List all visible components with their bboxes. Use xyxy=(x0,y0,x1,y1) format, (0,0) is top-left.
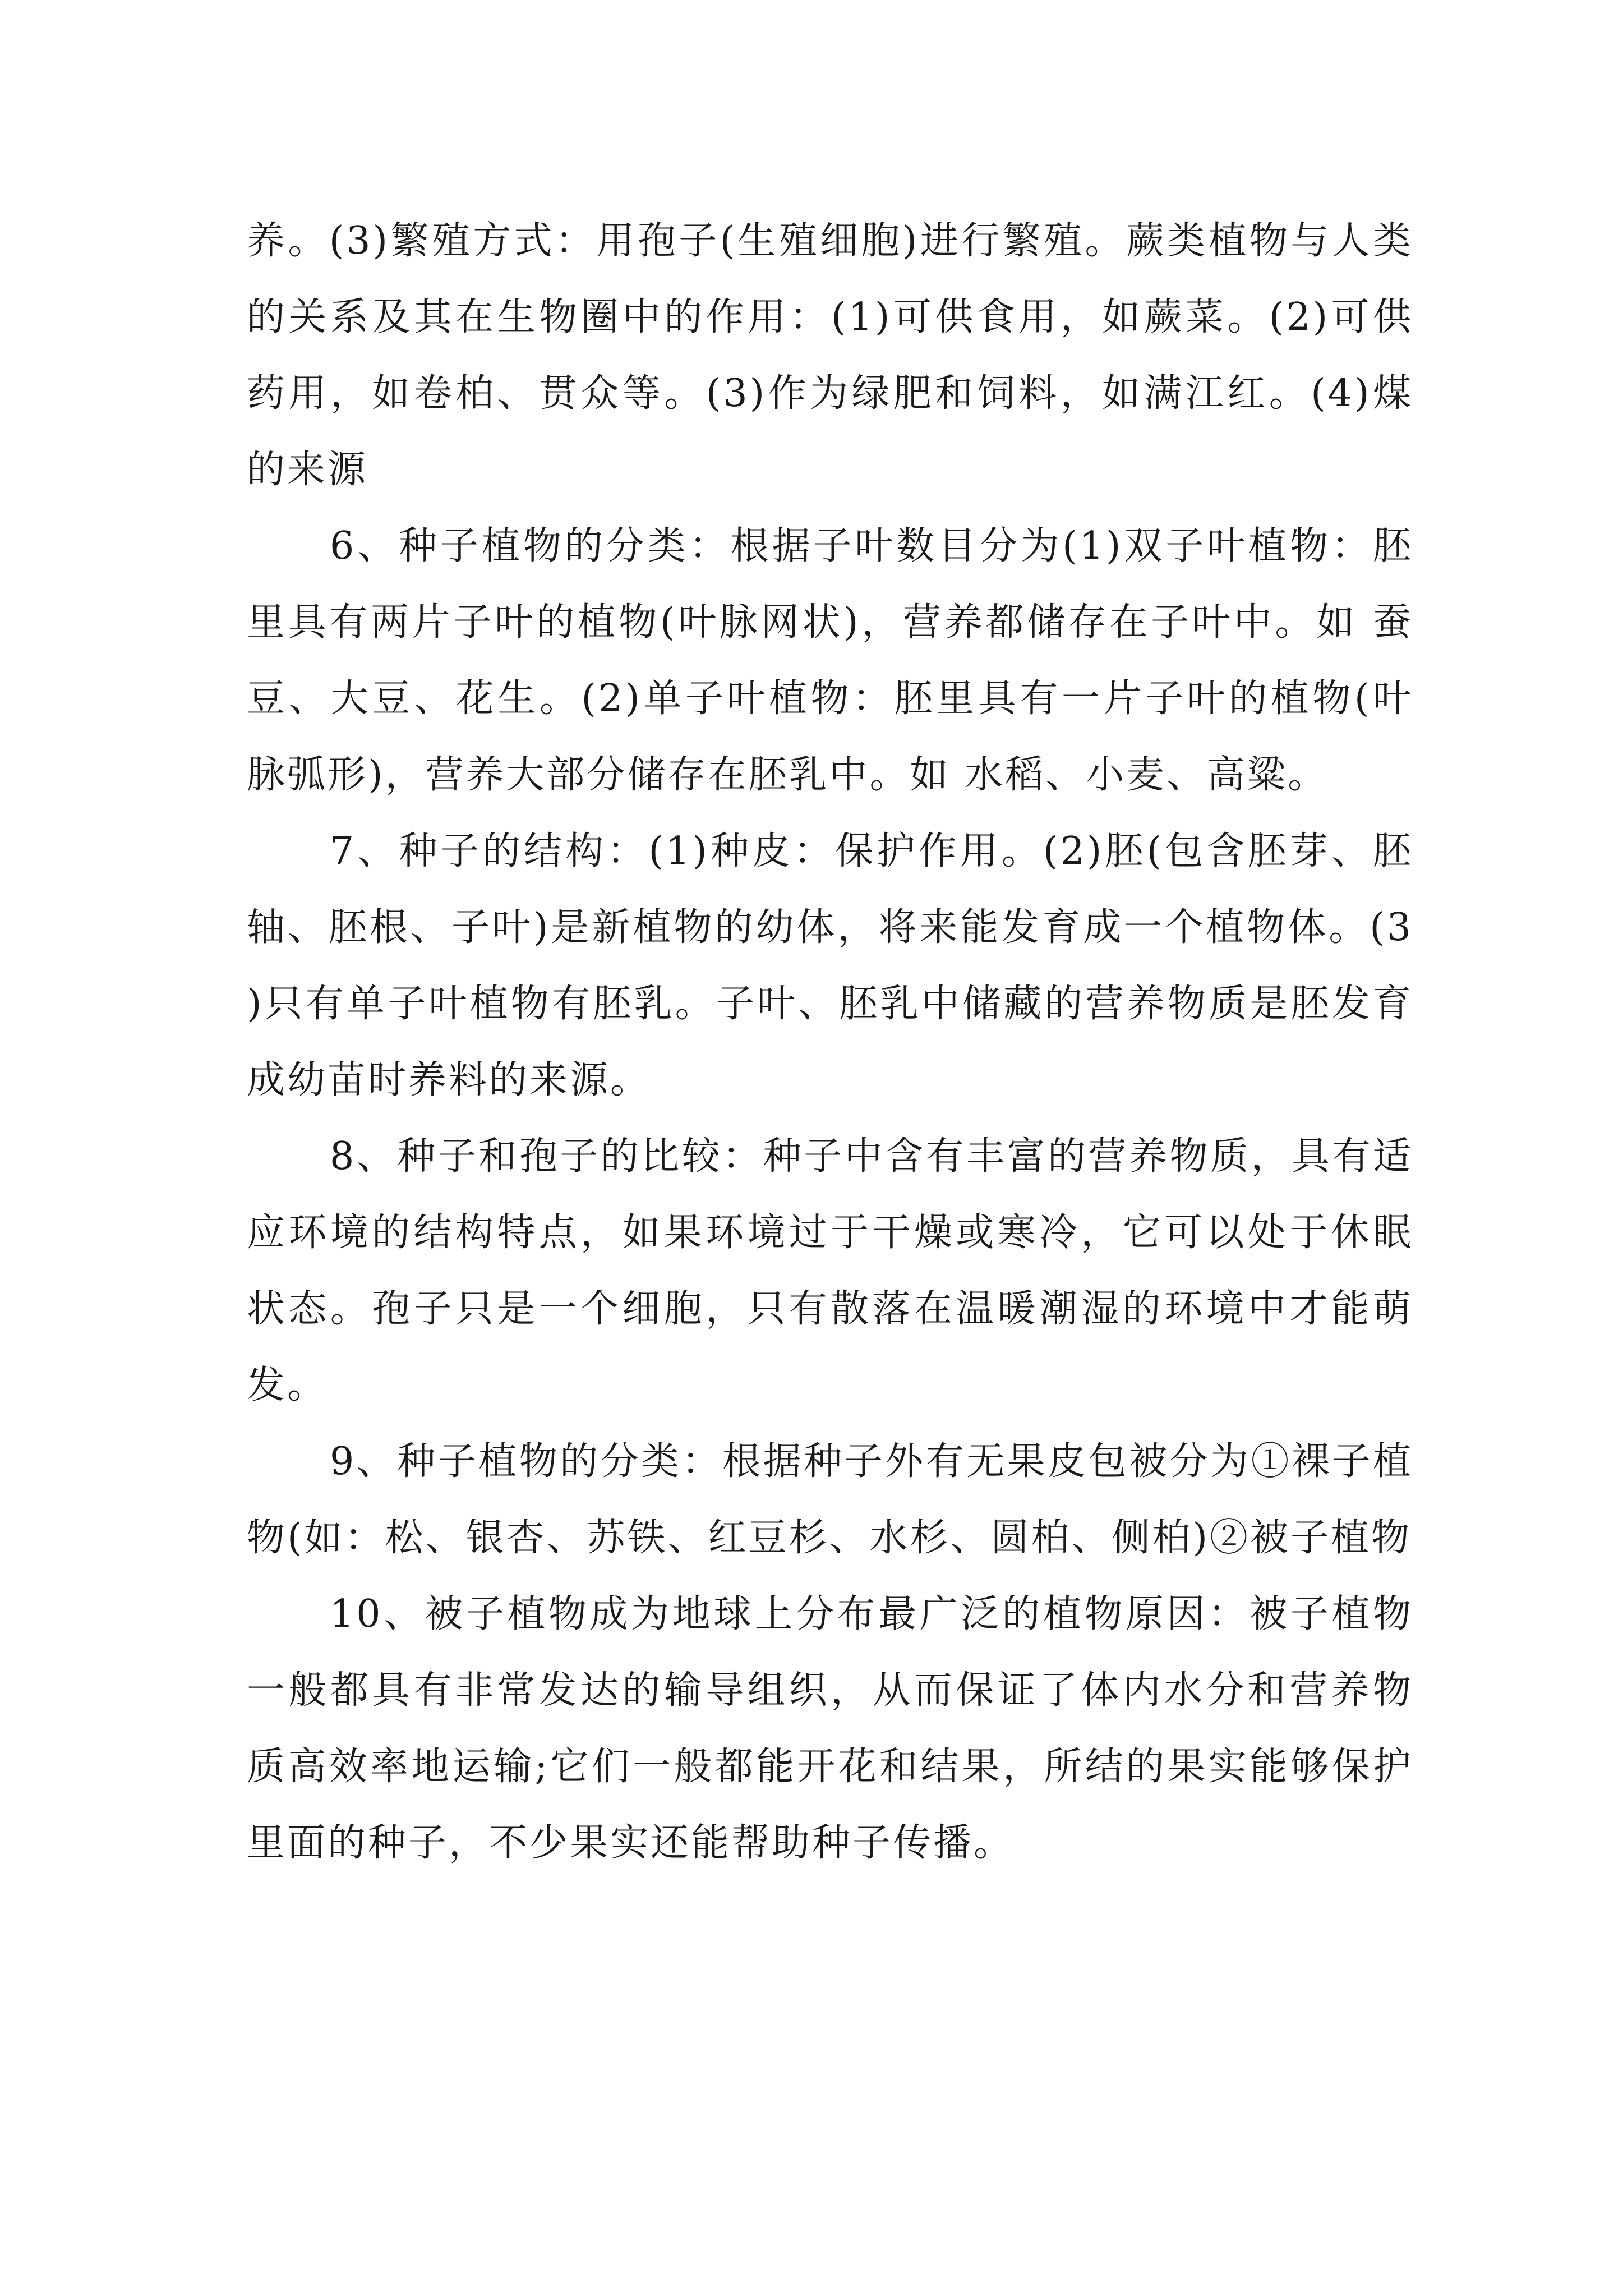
paragraph-item-7: 7、种子的结构：(1)种皮：保护作用。(2)胚(包含胚芽、胚轴、胚根、子叶)是新植物的幼体，将来能发育成一个植物体。(3)只有单子叶植物有胚乳。子叶、胚乳中储藏的营养物质是胚发育成幼苗时养料的来源。 xyxy=(247,829,1413,1102)
paragraph-item-6: 6、种子植物的分类：根据子叶数目分为(1)双子叶植物：胚里具有两片子叶的植物(叶脉网状)，营养都储存在子叶中。如 蚕豆、大豆、花生。(2)单子叶植物：胚里具有一片子叶的植物(叶脉弧形)，营养大部分储存在胚乳中。如 水稻、小麦、高粱。 xyxy=(247,524,1413,797)
paragraph-item-10: 10、被子植物成为地球上分布最广泛的植物原因：被子植物一般都具有非常发达的输导组织，从而保证了体内水分和营养物质高效率地运输;它们一般都能开花和结果，所结的果实能够保护里面的种子，不少果实还能帮助种子传播。 xyxy=(247,1592,1413,1865)
paragraph-fern-continued: 养。(3)繁殖方式：用孢子(生殖细胞)进行繁殖。蕨类植物与人类的关系及其在生物圈中的作用：(1)可供食用，如蕨菜。(2)可供药用，如卷柏、贯众等。(3)作为绿肥和饲料，如满江红。(4)煤的来源 xyxy=(247,219,1413,492)
document-body xyxy=(247,203,1413,1881)
paragraph-item-9: 9、种子植物的分类：根据种子外有无果皮包被分为①裸子植物(如：松、银杏、苏铁、红豆杉、水杉、圆柏、侧柏)②被子植物 xyxy=(247,1439,1413,1560)
paragraph-item-8: 8、种子和孢子的比较：种子中含有丰富的营养物质，具有适应环境的结构特点，如果环境过于干燥或寒冷，它可以处于休眠状态。孢子只是一个细胞，只有散落在温暖潮湿的环境中才能萌发。 xyxy=(247,1134,1413,1407)
